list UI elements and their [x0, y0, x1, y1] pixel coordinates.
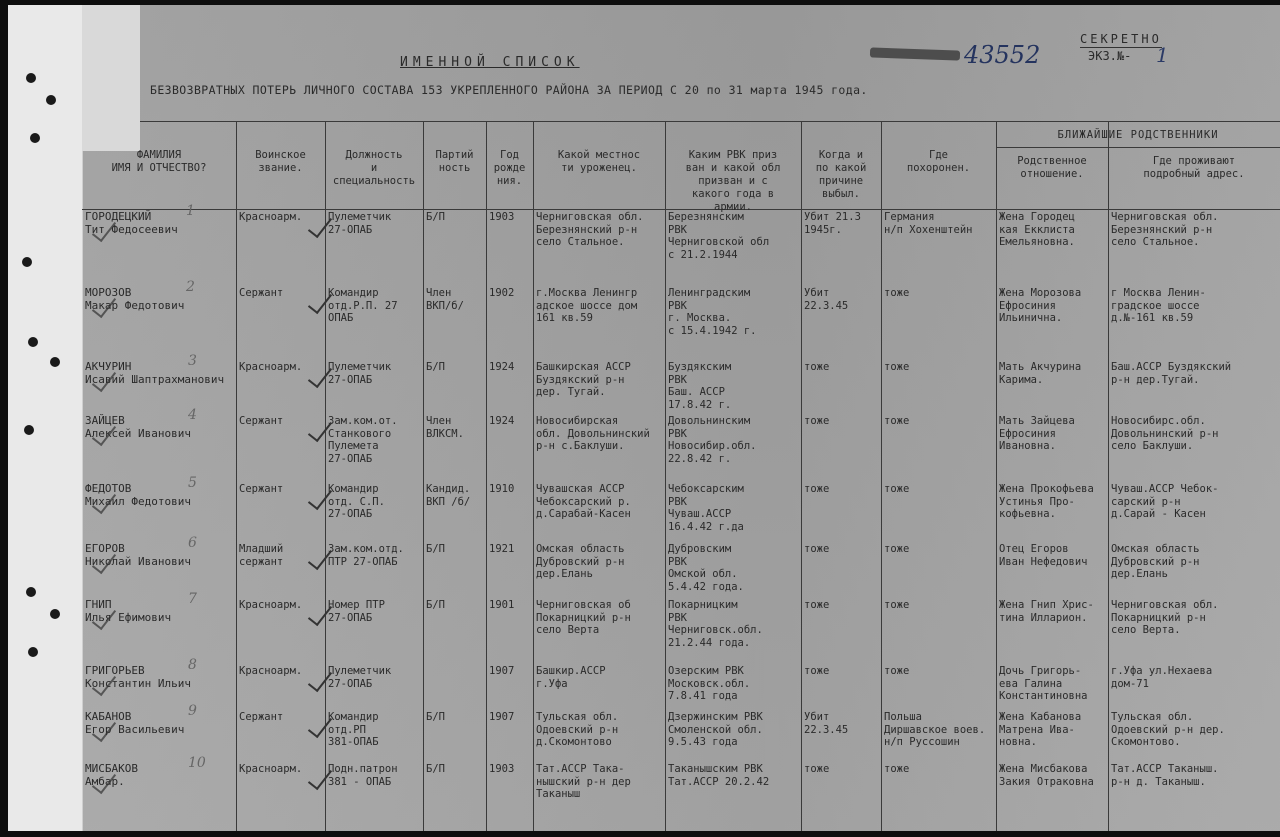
cell-party: Кандид. ВКП /б/ [426, 483, 471, 508]
copy-label: ЭКЗ.№- [1088, 49, 1132, 63]
cell-buried: Польша Диршавское воев. н/п Руссошин [884, 711, 986, 748]
cell-addr: г Москва Ленин- градское шоссе д.№-161 кв.59 [1111, 287, 1206, 324]
cell-addr: Тульская обл. Одоевский р-н дер. Скомонтово. [1111, 711, 1225, 748]
archive-stamp [870, 47, 960, 60]
cell-year: 1924 [489, 361, 515, 373]
cell-when: тоже [804, 483, 830, 495]
cell-year: 1924 [489, 415, 515, 427]
cell-buried: тоже [884, 361, 910, 373]
column-divider [801, 121, 802, 831]
column-divider [236, 121, 237, 831]
cell-post: Пулеметчик 27-ОПАБ [328, 665, 392, 690]
table-top-rule [140, 121, 1280, 122]
cell-buried: Германия н/п Хохенштейн [884, 211, 973, 236]
cell-rank: Красноарм. [239, 211, 303, 223]
binder-strip [8, 5, 83, 831]
cell-when: Убит 22.3.45 [804, 287, 849, 312]
row-number: 5 [188, 475, 197, 491]
cell-rank: Красноарм. [239, 361, 303, 373]
cell-origin: Новосибирская обл. Довольнинский р-н с.Баклуши. [536, 415, 650, 452]
column-header: Должность и специальность [332, 149, 416, 187]
cell-rank: Красноарм. [239, 599, 303, 611]
cell-buried: тоже [884, 665, 910, 677]
cell-name: КАБАНОВ Егор Васильевич [85, 710, 185, 736]
cell-addr: Чуваш.АССР Чебок- сарский р-н д.Сарай - Касен [1111, 483, 1219, 520]
cell-name: ГНИП Илья Ефимович [85, 598, 172, 624]
cell-post: Командир отд. С.П. 27-ОПАБ [328, 483, 385, 520]
cell-name: АКЧУРИН Исавий Шаптрахманович [85, 360, 225, 386]
cell-when: тоже [804, 361, 830, 373]
cell-origin: Чувашская АССР Чебоксарский р. д.Сарабай-Касен [536, 483, 631, 520]
cell-rvk: Довольнинским РВК Новосибир.обл. 22.8.42 г. [668, 415, 757, 465]
row-number: 3 [188, 353, 197, 369]
column-header: Родственное отношение. [1017, 155, 1087, 180]
cell-when: Убит 22.3.45 [804, 711, 849, 736]
cell-year: 1921 [489, 543, 515, 555]
cell-rvk: Таканышским РВК Тат.АССР 20.2.42 [668, 763, 770, 788]
cell-party: Б/П [426, 543, 445, 555]
column-header: Год рожде ния. [493, 149, 526, 187]
punch-hole [28, 647, 38, 657]
cell-rvk: Покарницким РВК Черниговск.обл. 21.2.44 года. [668, 599, 763, 649]
column-divider [1108, 121, 1109, 831]
cell-rvk: Чебоксарским РВК Чуваш.АССР 16.4.42 г.да [668, 483, 744, 533]
cell-name: ГОРОДЕЦКИЙ Тит Федосеевич [85, 210, 178, 236]
cell-rank: Красноарм. [239, 665, 303, 677]
punch-hole [26, 73, 36, 83]
cell-rank: Сержант [239, 287, 284, 299]
column-header: Когда и по какой причине выбыл. [815, 149, 867, 200]
cell-when: Убит 21.3 1945г. [804, 211, 861, 236]
relatives-group-header: БЛИЖАЙШИЕ РОДСТВЕННИКИ [1057, 129, 1219, 141]
cell-buried: тоже [884, 483, 910, 495]
cell-party: Б/П [426, 763, 445, 775]
cell-addr: Омская область Дубровский р-н дер.Елань [1111, 543, 1200, 580]
row-number: 9 [188, 703, 197, 719]
cell-rel: Жена Городец кая Екклиста Емельяновна. [999, 211, 1075, 248]
punch-hole [30, 133, 40, 143]
column-header: ФАМИЛИЯ ИМЯ И ОТЧЕСТВО? [111, 149, 207, 174]
cell-rel: Жена Прокофьева Устинья Про- кофьевна. [999, 483, 1094, 520]
cell-year: 1902 [489, 287, 515, 299]
cell-addr: Баш.АССР Буздякский р-н дер.Тугай. [1111, 361, 1232, 386]
cell-name: ФЕДОТОВ Михаил Федотович [85, 482, 191, 508]
cell-name: МИСБАКОВ Амбар. [85, 762, 138, 788]
cell-addr: Новосибирс.обл. Довольнинский р-н село Баклуши. [1111, 415, 1219, 452]
column-divider [881, 121, 882, 831]
row-number: 6 [188, 535, 197, 551]
column-divider [423, 121, 424, 831]
cell-post: Пулеметчик 27-ОПАБ [328, 211, 392, 236]
column-header: Каким РВК приз ван и какой обл призван и с какого года в армии. [685, 149, 781, 213]
row-number: 7 [188, 591, 197, 607]
cell-rel: Дочь Григорь- ева Галина Константиновна [999, 665, 1088, 702]
cell-party: Б/П [426, 599, 445, 611]
document-subtitle: БЕЗВОЗВРАТНЫХ ПОТЕРЬ ЛИЧНОГО СОСТАВА 153 УКРЕПЛЕННОГО РАЙОНА ЗА ПЕРИОД С 20 по 31 марта 1945 года. [150, 83, 868, 97]
cell-rel: Отец Егоров Иван Нефедович [999, 543, 1088, 568]
cell-rank: Сержант [239, 415, 284, 427]
punch-hole [50, 357, 60, 367]
row-number: 10 [188, 755, 206, 771]
column-header: Какой местнос ти уроженец. [557, 149, 641, 174]
cell-rel: Жена Мисбакова Закия Отраковна [999, 763, 1094, 788]
cell-buried: тоже [884, 287, 910, 299]
column-header: Партий ность [435, 149, 474, 174]
cell-buried: тоже [884, 599, 910, 611]
cell-year: 1903 [489, 763, 515, 775]
row-number: 8 [188, 657, 197, 673]
cell-rel: Жена Кабанова Матрена Ива- новна. [999, 711, 1082, 748]
binder-flap [82, 5, 140, 151]
cell-origin: Черниговская обл. Березнянский р-н село Стальное. [536, 211, 644, 248]
cell-addr: г.Уфа ул.Нехаева дом-71 [1111, 665, 1213, 690]
relatives-header-rule [996, 147, 1280, 148]
cell-origin: г.Москва Ленингр адское шоссе дом 161 кв.59 [536, 287, 638, 324]
document-title: ИМЕННОЙ СПИСОК [400, 55, 580, 70]
column-divider [996, 121, 997, 831]
cell-buried: тоже [884, 415, 910, 427]
cell-rvk: Ленинградским РВК г. Москва. с 15.4.1942 г. [668, 287, 757, 337]
copy-number: 1 [1156, 43, 1169, 67]
column-header: Где похоронен. [906, 149, 971, 174]
row-number: 4 [188, 407, 197, 423]
cell-post: Номер ПТР 27-ОПАБ [328, 599, 385, 624]
cell-post: Пулеметчик 27-ОПАБ [328, 361, 392, 386]
cell-buried: тоже [884, 543, 910, 555]
cell-rvk: Озерским РВК Московск.обл. 7.8.41 года [668, 665, 751, 702]
row-number: 2 [186, 279, 195, 295]
cell-rank: Красноарм. [239, 763, 303, 775]
punch-hole [22, 257, 32, 267]
cell-name: ЗАЙЦЕВ Алексей Иванович [85, 414, 191, 440]
cell-party: Член ВЛКСМ. [426, 415, 464, 440]
secret-label: СЕКРЕТНО [1080, 32, 1162, 46]
punch-hole [24, 425, 34, 435]
punch-hole [50, 609, 60, 619]
column-divider [665, 121, 666, 831]
cell-when: тоже [804, 599, 830, 611]
punch-hole [46, 95, 56, 105]
cell-when: тоже [804, 763, 830, 775]
cell-buried: тоже [884, 763, 910, 775]
cell-origin: Тат.АССР Така- нышский р-н дер Таканыш [536, 763, 631, 800]
cell-when: тоже [804, 543, 830, 555]
cell-addr: Черниговская обл. Березнянский р-н село Стальное. [1111, 211, 1219, 248]
cell-party: Б/П [426, 361, 445, 373]
cell-year: 1907 [489, 711, 515, 723]
column-header: Где проживают подробный адрес. [1143, 155, 1245, 180]
cell-name: МОРОЗОВ Макар Федотович [85, 286, 185, 312]
cell-rel: Мать Акчурина Карима. [999, 361, 1082, 386]
cell-rel: Жена Гнип Хрис- тина Илларион. [999, 599, 1094, 624]
cell-rvk: Дзержинским РВК Смоленской обл. 9.5.43 года [668, 711, 763, 748]
document-page [8, 5, 1280, 831]
cell-origin: Башкирская АССР Буздякский р-н дер. Тугай. [536, 361, 631, 398]
cell-year: 1901 [489, 599, 515, 611]
cell-rvk: Буздякским РВК Баш. АССР 17.8.42 г. [668, 361, 732, 411]
cell-origin: Тульская обл. Одоевский р-н д.Скомонтово [536, 711, 619, 748]
cell-post: Зам.ком.от. Станкового Пулемета 27-ОПАБ [328, 415, 398, 465]
cell-rank: Младший сержант [239, 543, 284, 568]
column-header: Воинское звание. [255, 149, 306, 174]
cell-party: Б/П [426, 711, 445, 723]
cell-origin: Башкир.АССР г.Уфа [536, 665, 606, 690]
row-number: 1 [186, 203, 195, 219]
punch-hole [26, 587, 36, 597]
punch-hole [28, 337, 38, 347]
cell-rel: Мать Зайцева Ефросиния Ивановна. [999, 415, 1075, 452]
cell-party: Член ВКП/б/ [426, 287, 464, 312]
cell-post: Командир отд.РП 381-ОПАБ [328, 711, 379, 748]
column-divider [533, 121, 534, 831]
column-divider [486, 121, 487, 831]
cell-post: Командир отд.Р.П. 27 ОПАБ [328, 287, 398, 324]
cell-post: Подн.патрон 381 - ОПАБ [328, 763, 398, 788]
cell-year: 1903 [489, 211, 515, 223]
cell-name: ГРИГОРЬЕВ Константин Ильич [85, 664, 191, 690]
cell-rank: Сержант [239, 711, 284, 723]
cell-rank: Сержант [239, 483, 284, 495]
cell-origin: Черниговская об Покарницкий р-н село Верта [536, 599, 631, 636]
cell-when: тоже [804, 415, 830, 427]
cell-year: 1910 [489, 483, 515, 495]
cell-origin: Омская область Дубровский р-н дер.Елань [536, 543, 625, 580]
cell-rel: Жена Морозова Ефросиния Ильинична. [999, 287, 1082, 324]
cell-year: 1907 [489, 665, 515, 677]
cell-name: ЕГОРОВ Николай Иванович [85, 542, 191, 568]
cell-rvk: Дубровским РВК Омской обл. 5.4.42 года. [668, 543, 744, 593]
cell-addr: Тат.АССР Таканыш. р-н д. Таканыш. [1111, 763, 1219, 788]
cell-rvk: Березнянским РВК Черниговской обл с 21.2.1944 [668, 211, 770, 261]
cell-addr: Черниговская обл. Покарницкий р-н село Верта. [1111, 599, 1219, 636]
cell-post: Зам.ком.отд. ПТР 27-ОПАБ [328, 543, 404, 568]
cell-when: тоже [804, 665, 830, 677]
archive-number: 43552 [964, 41, 1041, 69]
cell-party: Б/П [426, 211, 445, 223]
